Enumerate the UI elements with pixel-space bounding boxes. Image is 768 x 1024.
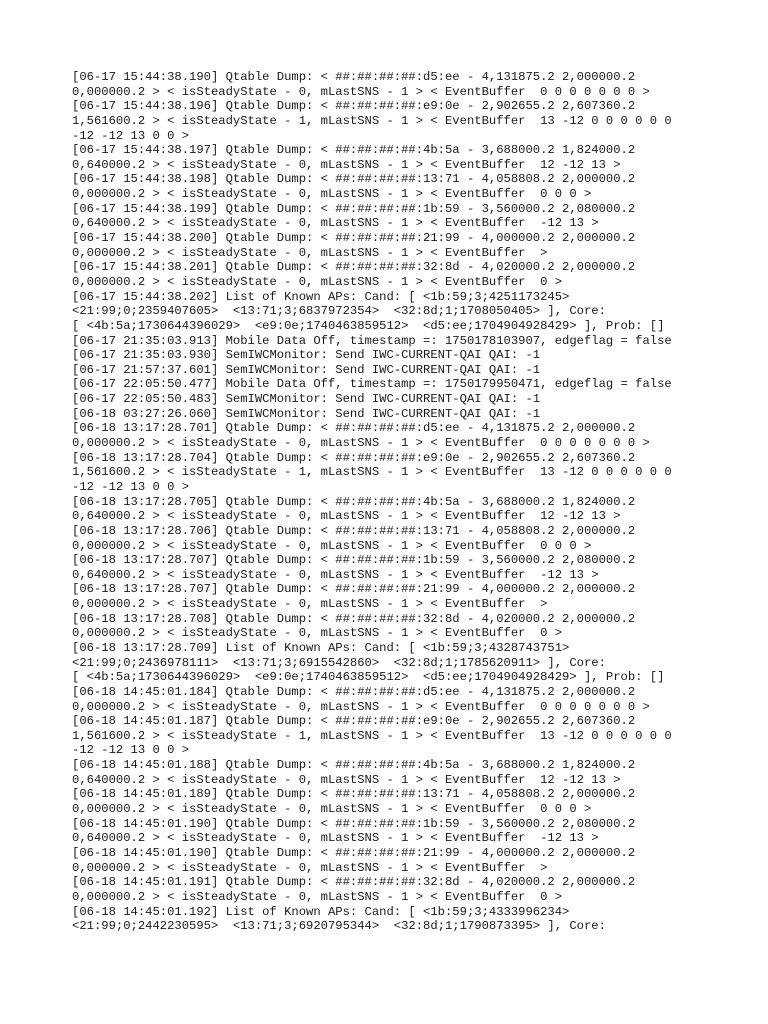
log-line: [06-18 14:45:01.192] List of Known APs: Cand: [ <1b:59;3;4333996234>: [72, 904, 570, 919]
log-line: -12 -12 13 0 0 >: [72, 743, 190, 758]
log-text-block: [72, 70, 712, 934]
log-line: [06-18 14:45:01.189] Qtable Dump: < ##:##:##:##:13:71 - 4,058808.2 2,000000.2: [72, 787, 636, 802]
log-line: [ <4b:5a;1730644396029> <e9:0e;1740463859512> <d5:ee;1704904928429> ], Prob: []: [72, 318, 665, 333]
log-line: <21:99;0;2436978111> <13:71;3;6915542860> <32:8d;1;1785620911> ], Core:: [72, 655, 606, 670]
log-line: [06-17 21:57:37.601] SemIWCMonitor: Send IWC-CURRENT-QAI QAI: -1: [72, 362, 541, 377]
log-line: [06-17 15:44:38.200] Qtable Dump: < ##:##:##:##:21:99 - 4,000000.2 2,000000.2: [72, 231, 636, 246]
log-line: [06-18 03:27:26.060] SemIWCMonitor: Send IWC-CURRENT-QAI QAI: -1: [72, 406, 541, 421]
log-line: 0,000000.2 > < isSteadyState - 0, mLastSNS - 1 > < EventBuffer 0 0 0 0 0 0 0 >: [72, 699, 650, 714]
log-line: [06-17 21:35:03.913] Mobile Data Off, timestamp =: 1750178103907, edgeflag = false: [72, 333, 672, 348]
log-line: [06-18 13:17:28.705] Qtable Dump: < ##:##:##:##:4b:5a - 3,688000.2 1,824000.2: [72, 494, 636, 509]
log-line: 1,561600.2 > < isSteadyState - 1, mLastSNS - 1 > < EventBuffer 13 -12 0 0 0 0 0 0: [72, 728, 672, 743]
log-line: 0,640000.2 > < isSteadyState - 0, mLastSNS - 1 > < EventBuffer 12 -12 13 >: [72, 509, 621, 524]
log-line: [06-18 13:17:28.707] Qtable Dump: < ##:##:##:##:21:99 - 4,000000.2 2,000000.2: [72, 582, 636, 597]
log-line: [06-18 13:17:28.704] Qtable Dump: < ##:##:##:##:e9:0e - 2,902655.2 2,607360.2: [72, 450, 636, 465]
log-line: 0,000000.2 > < isSteadyState - 0, mLastSNS - 1 > < EventBuffer 0 >: [72, 274, 563, 289]
log-line: -12 -12 13 0 0 >: [72, 479, 190, 494]
log-line: -12 -12 13 0 0 >: [72, 128, 190, 143]
log-line: 0,000000.2 > < isSteadyState - 0, mLastSNS - 1 > < EventBuffer >: [72, 860, 548, 875]
log-line: [06-17 22:05:50.483] SemIWCMonitor: Send IWC-CURRENT-QAI QAI: -1: [72, 392, 541, 407]
log-line: 1,561600.2 > < isSteadyState - 1, mLastSNS - 1 > < EventBuffer 13 -12 0 0 0 0 0 0: [72, 113, 672, 128]
log-line: [06-18 14:45:01.190] Qtable Dump: < ##:##:##:##:21:99 - 4,000000.2 2,000000.2: [72, 845, 636, 860]
log-line: 0,640000.2 > < isSteadyState - 0, mLastSNS - 1 > < EventBuffer 12 -12 13 >: [72, 157, 621, 172]
log-line: 0,000000.2 > < isSteadyState - 0, mLastSNS - 1 > < EventBuffer 0 >: [72, 626, 563, 641]
log-line: [06-18 14:45:01.188] Qtable Dump: < ##:##:##:##:4b:5a - 3,688000.2 1,824000.2: [72, 758, 636, 773]
log-line: 0,000000.2 > < isSteadyState - 0, mLastSNS - 1 > < EventBuffer >: [72, 597, 548, 612]
log-line: 0,000000.2 > < isSteadyState - 0, mLastSNS - 1 > < EventBuffer >: [72, 245, 548, 260]
log-line: [06-17 22:05:50.477] Mobile Data Off, timestamp =: 1750179950471, edgeflag = false: [72, 377, 672, 392]
log-line: [06-18 13:17:28.706] Qtable Dump: < ##:##:##:##:13:71 - 4,058808.2 2,000000.2: [72, 523, 636, 538]
log-line: 0,000000.2 > < isSteadyState - 0, mLastSNS - 1 > < EventBuffer 0 0 0 0 0 0 0 >: [72, 84, 650, 99]
log-line: [06-18 13:17:28.709] List of Known APs: Cand: [ <1b:59;3;4328743751>: [72, 640, 570, 655]
log-line: [06-17 15:44:38.199] Qtable Dump: < ##:##:##:##:1b:59 - 3,560000.2 2,080000.2: [72, 201, 636, 216]
log-line: [06-17 15:44:38.190] Qtable Dump: < ##:##:##:##:d5:ee - 4,131875.2 2,000000.2: [72, 70, 636, 84]
log-line: 0,640000.2 > < isSteadyState - 0, mLastSNS - 1 > < EventBuffer 12 -12 13 >: [72, 772, 621, 787]
log-line: [06-18 14:45:01.190] Qtable Dump: < ##:##:##:##:1b:59 - 3,560000.2 2,080000.2: [72, 816, 636, 831]
log-line: [06-18 14:45:01.184] Qtable Dump: < ##:##:##:##:d5:ee - 4,131875.2 2,000000.2: [72, 684, 636, 699]
log-line: 0,000000.2 > < isSteadyState - 0, mLastSNS - 1 > < EventBuffer 0 0 0 >: [72, 187, 592, 202]
log-line: [ <4b:5a;1730644396029> <e9:0e;1740463859512> <d5:ee;1704904928429> ], Prob: []: [72, 670, 665, 685]
log-line: [06-18 14:45:01.191] Qtable Dump: < ##:##:##:##:32:8d - 4,020000.2 2,000000.2: [72, 875, 636, 890]
log-line: 0,640000.2 > < isSteadyState - 0, mLastSNS - 1 > < EventBuffer -12 13 >: [72, 216, 599, 231]
log-line: 0,640000.2 > < isSteadyState - 0, mLastSNS - 1 > < EventBuffer -12 13 >: [72, 831, 599, 846]
log-line: [06-17 15:44:38.198] Qtable Dump: < ##:##:##:##:13:71 - 4,058808.2 2,000000.2: [72, 172, 636, 187]
log-line: [06-17 15:44:38.202] List of Known APs: Cand: [ <1b:59;3;4251173245>: [72, 289, 570, 304]
log-line: 0,640000.2 > < isSteadyState - 0, mLastSNS - 1 > < EventBuffer -12 13 >: [72, 567, 599, 582]
log-line: 0,000000.2 > < isSteadyState - 0, mLastSNS - 1 > < EventBuffer 0 >: [72, 889, 563, 904]
log-line: [06-17 21:35:03.930] SemIWCMonitor: Send IWC-CURRENT-QAI QAI: -1: [72, 348, 541, 363]
log-line: 0,000000.2 > < isSteadyState - 0, mLastSNS - 1 > < EventBuffer 0 0 0 >: [72, 538, 592, 553]
log-line: [06-18 13:17:28.707] Qtable Dump: < ##:##:##:##:1b:59 - 3,560000.2 2,080000.2: [72, 553, 636, 568]
log-line: [06-17 15:44:38.201] Qtable Dump: < ##:##:##:##:32:8d - 4,020000.2 2,000000.2: [72, 260, 636, 275]
log-line: <21:99;0;2359407605> <13:71;3;6837972354> <32:8d;1;1708050405> ], Core:: [72, 304, 606, 319]
log-line: 1,561600.2 > < isSteadyState - 1, mLastSNS - 1 > < EventBuffer 13 -12 0 0 0 0 0 0: [72, 465, 672, 480]
log-line: [06-17 15:44:38.196] Qtable Dump: < ##:##:##:##:e9:0e - 2,902655.2 2,607360.2: [72, 99, 636, 114]
log-line: 0,000000.2 > < isSteadyState - 0, mLastSNS - 1 > < EventBuffer 0 0 0 0 0 0 0 >: [72, 436, 650, 451]
log-line: [06-17 15:44:38.197] Qtable Dump: < ##:##:##:##:4b:5a - 3,688000.2 1,824000.2: [72, 143, 636, 158]
log-line: [06-18 13:17:28.708] Qtable Dump: < ##:##:##:##:32:8d - 4,020000.2 2,000000.2: [72, 611, 636, 626]
log-line: <21:99;0;2442230595> <13:71;3;6920795344> <32:8d;1;1790873395> ], Core:: [72, 919, 606, 934]
log-line: [06-18 13:17:28.701] Qtable Dump: < ##:##:##:##:d5:ee - 4,131875.2 2,000000.2: [72, 421, 636, 436]
log-line: 0,000000.2 > < isSteadyState - 0, mLastSNS - 1 > < EventBuffer 0 0 0 >: [72, 802, 592, 817]
log-line: [06-18 14:45:01.187] Qtable Dump: < ##:##:##:##:e9:0e - 2,902655.2 2,607360.2: [72, 714, 636, 729]
